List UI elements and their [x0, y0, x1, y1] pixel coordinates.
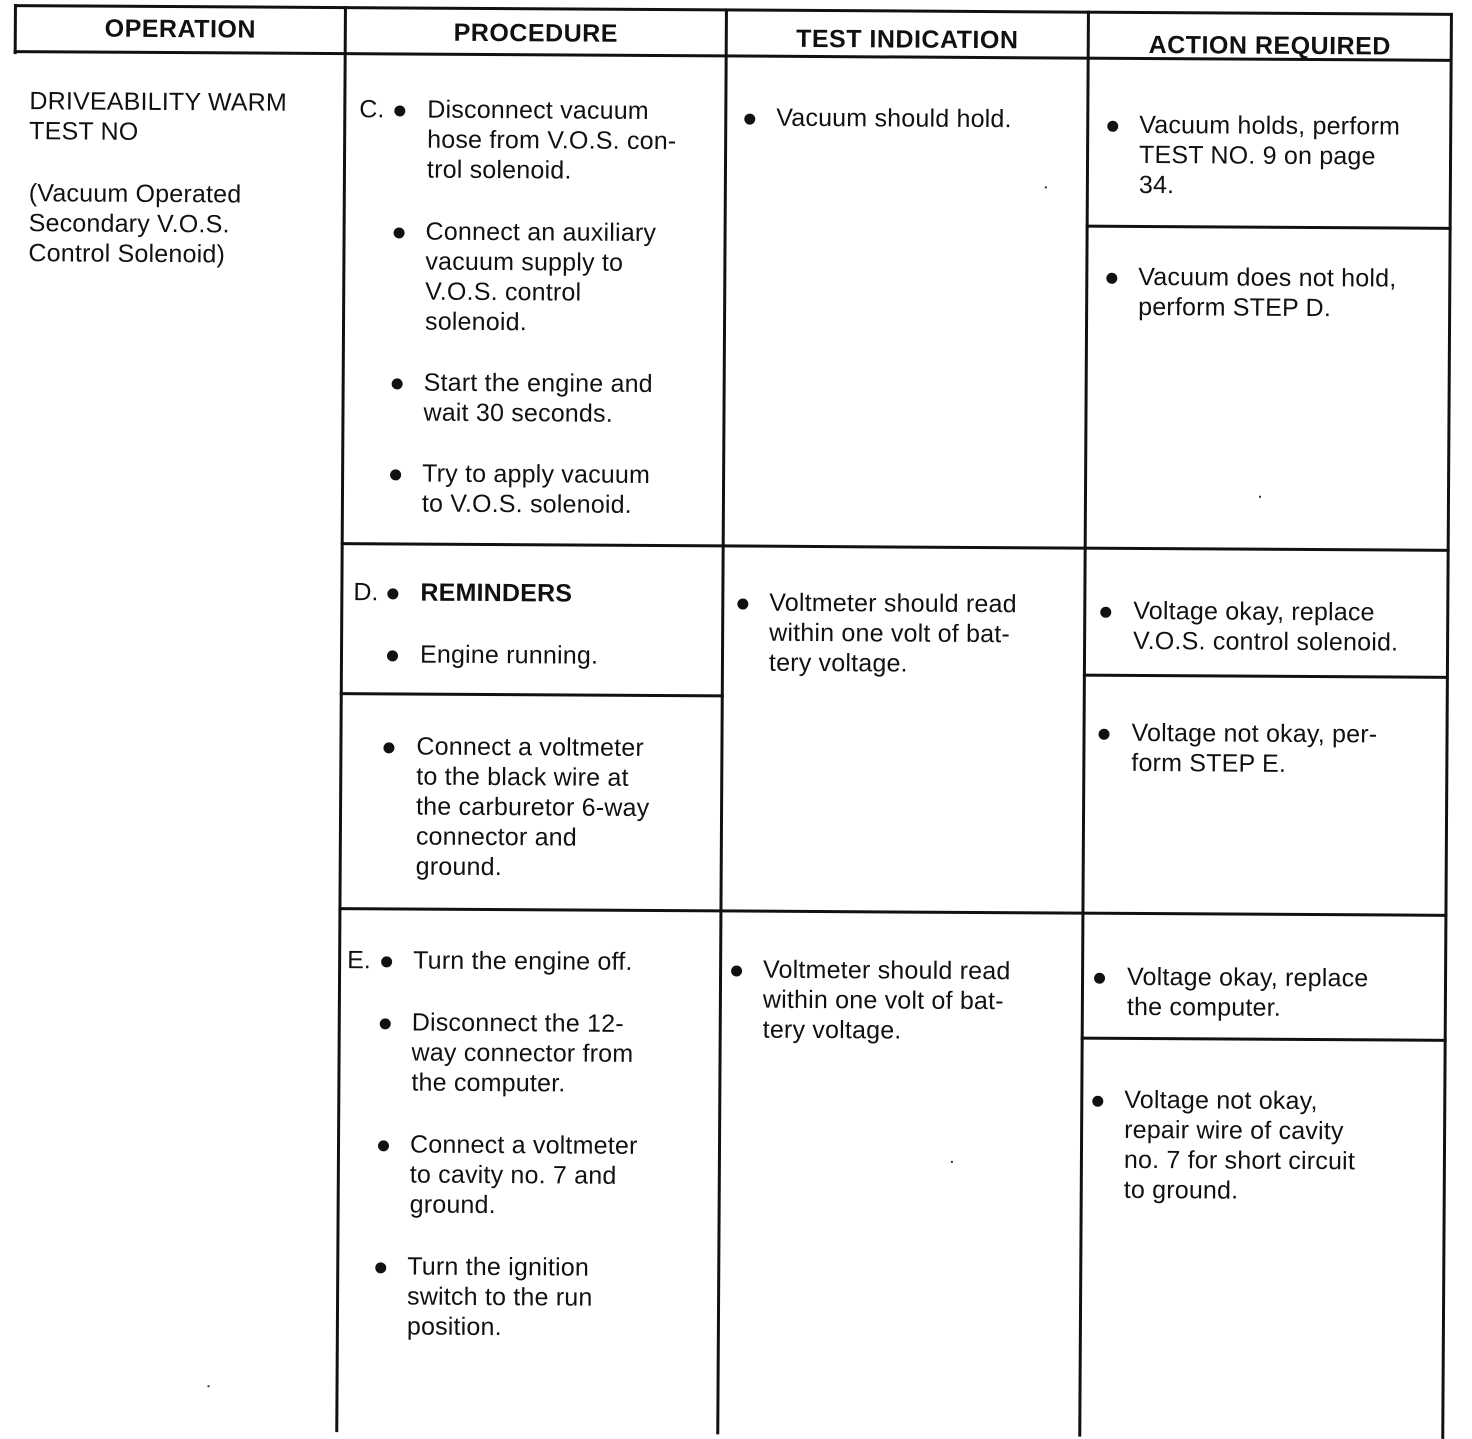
- scan-speck: [1259, 496, 1261, 498]
- action-divider-c: [1086, 225, 1452, 230]
- step-d-action-2: Voltage not okay, per- form STEP E.: [1131, 718, 1378, 778]
- step-c-letter: C.: [359, 95, 385, 124]
- step-d-indication: Voltmeter should read within one volt of bat- tery voltage.: [768, 588, 1017, 678]
- bullet: [383, 742, 394, 753]
- scan-speck: [1045, 186, 1047, 188]
- bullet: [394, 227, 405, 238]
- bullet: [375, 1262, 386, 1273]
- header-operation: OPERATION: [104, 14, 257, 44]
- step-d-letter: D.: [353, 578, 379, 607]
- bullet: [1094, 973, 1105, 984]
- row-divider-d-e: [338, 907, 1447, 917]
- step-c-procedure-4: Try to apply vacuum to V.O.S. solenoid.: [421, 459, 651, 519]
- header-action-required: ACTION REQUIRED: [1148, 31, 1391, 61]
- header-procedure: PROCEDURE: [453, 18, 619, 48]
- bullet: [1092, 1096, 1103, 1107]
- bullet: [1099, 729, 1110, 740]
- scan-speck: [951, 1161, 953, 1163]
- step-e-action-1: Voltage okay, replace the computer.: [1126, 962, 1369, 1022]
- operation-title: DRIVEABILITY WARM TEST NO: [29, 87, 288, 146]
- bullet: [1107, 121, 1118, 132]
- step-c-procedure-1: Disconnect vacuum hose from V.O.S. con- trol solenoid.: [426, 95, 677, 185]
- bullet: [392, 378, 403, 389]
- bullet: [737, 599, 748, 610]
- step-c-procedure-2: Connect an auxiliary vacuum supply to V.O.S. control solenoid.: [424, 217, 657, 337]
- step-c-procedure-3: Start the engine and wait 30 seconds.: [423, 368, 653, 428]
- step-e-procedure-2: Disconnect the 12- way connector from the computer.: [411, 1008, 634, 1098]
- operation-subtitle: (Vacuum Operated Secondary V.O.S. Control Solenoid): [28, 179, 242, 269]
- bullet: [378, 1140, 389, 1151]
- step-e-procedure-1: Turn the engine off.: [413, 946, 633, 976]
- bullet: [744, 114, 755, 125]
- proc-divider-d: [340, 692, 724, 697]
- step-e-indication: Voltmeter should read within one volt of bat- tery voltage.: [762, 955, 1011, 1045]
- bullet: [387, 588, 398, 599]
- step-e-procedure-3: Connect a voltmeter to cavity no. 7 and ground.: [409, 1130, 638, 1220]
- row-divider-c-d: [341, 542, 1450, 552]
- step-e-letter: E.: [347, 946, 371, 975]
- step-d-reminders: REMINDERS: [420, 578, 573, 608]
- action-divider-d: [1083, 674, 1449, 679]
- step-c-indication: Vacuum should hold.: [776, 103, 1012, 134]
- action-divider-e: [1081, 1037, 1447, 1042]
- step-c-action-1: Vacuum holds, perform TEST NO. 9 on page 34.: [1138, 110, 1401, 200]
- bullet: [731, 965, 742, 976]
- top-border: [14, 4, 1452, 16]
- bullet: [390, 469, 401, 480]
- col-divider-3: [716, 8, 728, 1434]
- step-e-action-2: Voltage not okay, repair wire of cavity no. 7 for short circuit to ground.: [1123, 1085, 1356, 1205]
- scan-speck: [208, 1385, 210, 1387]
- step-d-procedure-1: Connect a voltmeter to the black wire at the carburetor 6-way connector and ground.: [415, 732, 650, 882]
- step-d-action-1: Voltage okay, replace V.O.S. control solenoid.: [1133, 596, 1399, 657]
- bullet: [1106, 273, 1117, 284]
- bullet: [387, 650, 398, 661]
- bullet: [381, 956, 392, 967]
- bullet: [394, 105, 405, 116]
- step-c-action-2: Vacuum does not hold, perform STEP D.: [1138, 262, 1397, 323]
- bullet: [380, 1018, 391, 1029]
- step-d-reminder-1: Engine running.: [419, 640, 599, 670]
- header-test-indication: TEST INDICATION: [796, 24, 1019, 55]
- step-e-procedure-4: Turn the ignition switch to the run position.: [406, 1252, 593, 1342]
- bullet: [1100, 607, 1111, 618]
